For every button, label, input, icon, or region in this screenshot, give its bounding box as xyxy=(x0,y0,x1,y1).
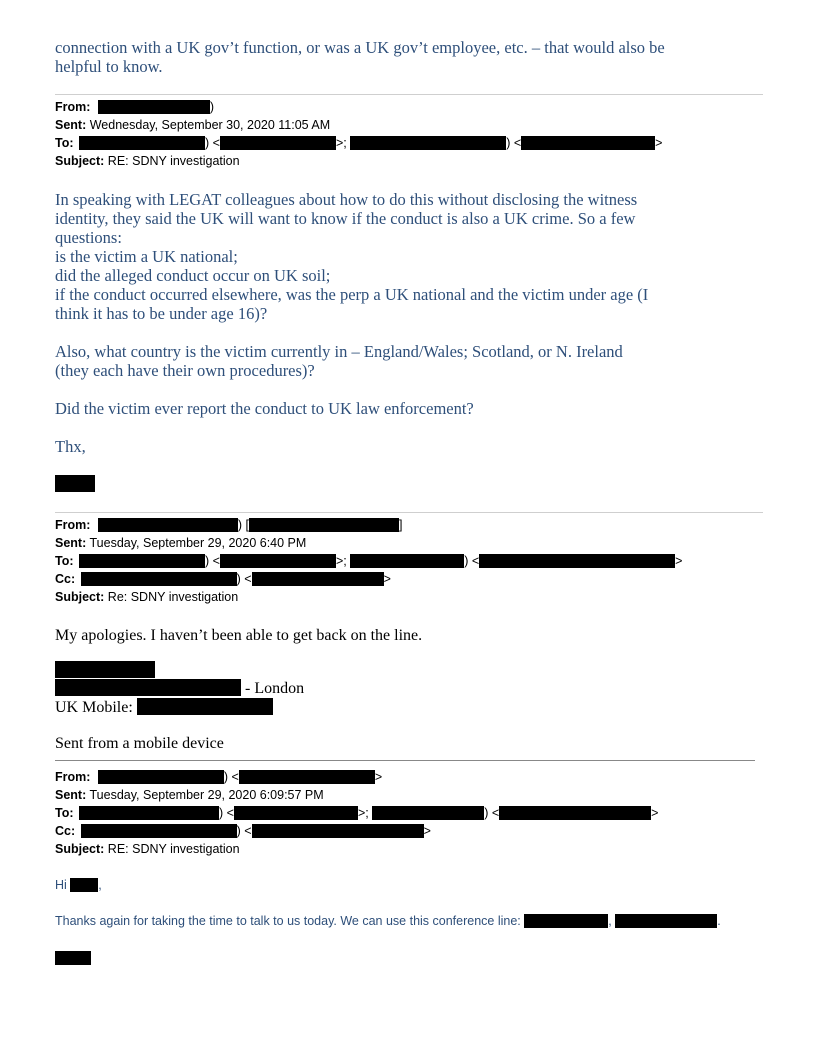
email1-subject-row xyxy=(55,152,240,170)
cc-label: Cc: xyxy=(55,572,76,586)
email2-sig-location-row xyxy=(55,679,304,698)
sig-mobile-label: UK Mobile: xyxy=(55,699,133,716)
email1-body-line: if the conduct occurred elsewhere, was the perp a UK national and the victim under age (I xyxy=(55,285,649,304)
subject-label: Subject: xyxy=(55,590,105,604)
redaction xyxy=(350,554,464,568)
email2-subject-row xyxy=(55,588,238,606)
redaction xyxy=(479,554,675,568)
separator xyxy=(55,94,763,95)
email1-body-line: identity, they said the UK will want to know if the conduct is also a UK crime. So a few xyxy=(55,209,636,228)
redaction xyxy=(239,770,375,784)
email2-to-row: To: ) < >; ) < > xyxy=(55,554,683,568)
to-label: To: xyxy=(55,136,74,150)
redaction xyxy=(55,679,241,696)
sent-date: Tuesday, September 29, 2020 6:40 PM xyxy=(89,536,307,550)
email1-from-row: From: ) xyxy=(55,100,215,114)
email1-body2-line: Also, what country is the victim currently in – England/Wales; Scotland, or N. Ireland xyxy=(55,342,623,361)
email3-greeting-row: Hi , xyxy=(55,878,102,892)
redaction-signature xyxy=(55,475,95,492)
sig-location: - London xyxy=(245,680,305,697)
redaction xyxy=(350,136,506,150)
email3-to-row: To: ) < >; ) < > xyxy=(55,806,659,820)
cc-label: Cc: xyxy=(55,824,76,838)
redaction xyxy=(252,824,424,838)
redaction xyxy=(220,136,336,150)
subject: RE: SDNY investigation xyxy=(107,154,240,168)
redaction xyxy=(98,770,224,784)
email1-body-line: is the victim a UK national; xyxy=(55,247,238,266)
greeting: Hi xyxy=(55,878,67,892)
to-label: To: xyxy=(55,554,74,568)
sent-label: Sent: xyxy=(55,118,87,132)
redaction xyxy=(79,806,219,820)
separator xyxy=(55,760,755,761)
email2-from-row: From: ) [ ] xyxy=(55,518,403,532)
email2-sig-mobile-row xyxy=(55,698,273,717)
email2-cc-row: Cc: ) < > xyxy=(55,572,391,586)
email1-sent-row xyxy=(55,116,330,134)
email1-to-row: To: ) < >; ) < > xyxy=(55,136,663,150)
sent-label: Sent: xyxy=(55,536,87,550)
email1-body-line: think it has to be under age 16)? xyxy=(55,304,268,323)
subject-label: Subject: xyxy=(55,842,105,856)
from-label: From: xyxy=(55,770,91,784)
email3-body: Thanks again for taking the time to talk to us today. We can use this conference line: xyxy=(55,914,521,928)
email1-closing: Thx, xyxy=(55,437,86,456)
redaction xyxy=(524,914,608,928)
redaction xyxy=(98,100,210,114)
redaction xyxy=(234,806,358,820)
redaction xyxy=(81,572,237,586)
from-label: From: xyxy=(55,518,91,532)
redaction xyxy=(615,914,717,928)
email1-body2-line: (they each have their own procedures)? xyxy=(55,361,315,380)
intro-line-1: connection with a UK gov’t function, or was a UK gov’t employee, etc. – that would also be xyxy=(55,38,665,57)
subject-label: Subject: xyxy=(55,154,105,168)
sent-label: Sent: xyxy=(55,788,87,802)
redaction-signature xyxy=(55,951,91,965)
redaction xyxy=(79,136,205,150)
from-label: From: xyxy=(55,100,91,114)
subject: Re: SDNY investigation xyxy=(107,590,239,604)
redaction-sig-name xyxy=(55,661,155,678)
email2-sent-row xyxy=(55,534,306,552)
redaction xyxy=(372,806,484,820)
sent-date: Wednesday, September 30, 2020 11:05 AM xyxy=(89,118,331,132)
subject: RE: SDNY investigation xyxy=(107,842,240,856)
email3-cc-row: Cc: ) < > xyxy=(55,824,431,838)
email1-body-line: did the alleged conduct occur on UK soil; xyxy=(55,266,331,285)
redaction xyxy=(98,518,238,532)
email1-body-line: In speaking with LEGAT colleagues about how to do this without disclosing the witness xyxy=(55,190,638,209)
redaction xyxy=(137,698,273,715)
email3-subject-row xyxy=(55,840,240,858)
redaction xyxy=(249,518,399,532)
email3-sent-row xyxy=(55,786,324,804)
email1-body-line: questions: xyxy=(55,228,122,247)
redaction xyxy=(79,554,205,568)
separator xyxy=(55,512,763,513)
email3-from-row: From: ) < > xyxy=(55,770,383,784)
to-label: To: xyxy=(55,806,74,820)
email3-body-row: Thanks again for taking the time to talk to us today. We can use this conference line: , . xyxy=(55,914,721,928)
email2-body: My apologies. I haven’t been able to get back on the line. xyxy=(55,627,423,644)
redaction xyxy=(220,554,336,568)
redaction xyxy=(70,878,98,892)
intro-line-2: helpful to know. xyxy=(55,57,163,76)
sent-date: Tuesday, September 29, 2020 6:09:57 PM xyxy=(89,788,324,802)
email1-body3: Did the victim ever report the conduct to UK law enforcement? xyxy=(55,399,474,418)
redaction xyxy=(499,806,651,820)
redaction xyxy=(252,572,384,586)
email2-sent-from: Sent from a mobile device xyxy=(55,735,224,752)
redaction xyxy=(521,136,655,150)
redaction xyxy=(81,824,237,838)
